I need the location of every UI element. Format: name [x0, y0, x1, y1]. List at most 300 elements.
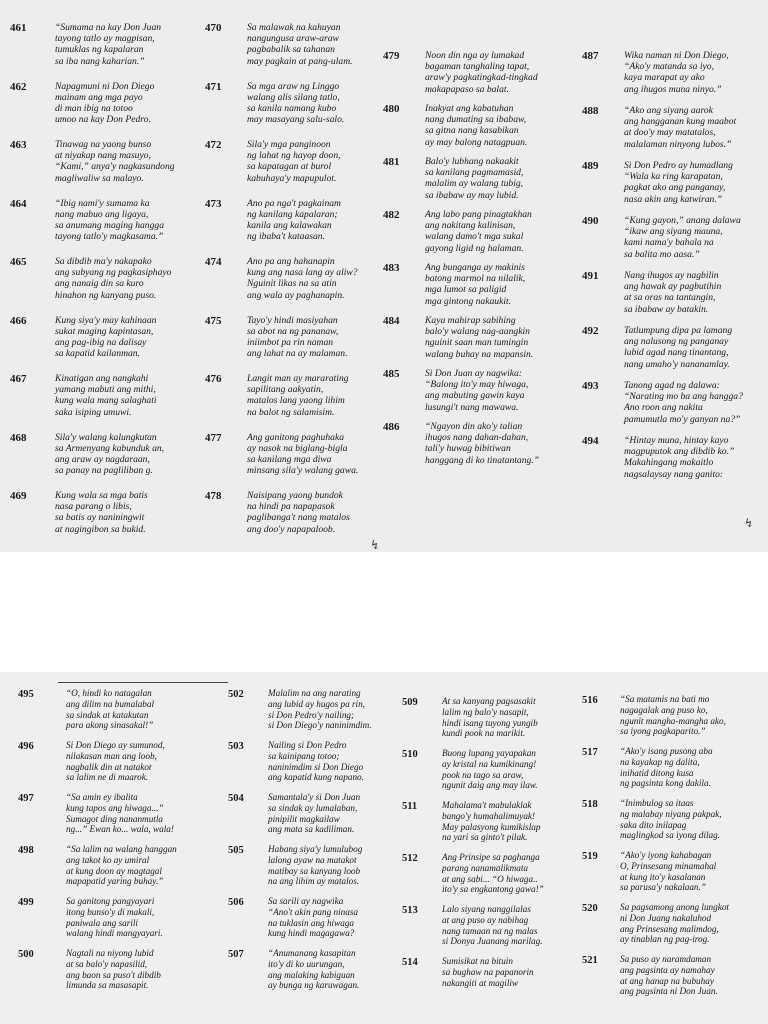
stanza-number: 463 — [10, 139, 27, 151]
verse-line: ng lahat ng hayop doon, — [247, 150, 341, 162]
verse-line: na kayakap ng dalita, — [620, 756, 700, 767]
verse-line: “ikaw ang siyang mauna, — [624, 226, 723, 238]
verse-line: Sa dibdib ma'y nakapako — [55, 256, 152, 267]
verse-line: ay nasok na biglang-bigla — [247, 442, 348, 454]
verse-line: kabuhaya'y mapupulot. — [247, 172, 337, 184]
verse-line: yamang mabuti ang mithi, — [55, 384, 156, 396]
stanza-number: 486 — [383, 421, 400, 433]
verse-line: kundi pook na marikit. — [442, 728, 526, 739]
stanza-number: 493 — [582, 380, 599, 392]
stanza-text — [425, 315, 573, 360]
verse-line: Tayo'y hindi masiyahan — [247, 314, 338, 326]
stanza-text — [247, 432, 385, 477]
stanza-text — [247, 373, 385, 418]
verse-line: Tanong agad ng dalawa: — [624, 380, 720, 391]
verse-line: may masayang salu-salo. — [247, 114, 345, 126]
verse-line: walang buhay na mapansin. — [425, 348, 534, 360]
verse-line: nagbalik din at natakot — [66, 761, 152, 772]
stanza-text — [624, 215, 762, 260]
verse-line: pinipilit magkailaw — [268, 813, 340, 824]
stanza-number: 502 — [228, 689, 244, 700]
verse-line: si Donya Juanang marilag. — [442, 936, 543, 947]
stanza-text — [268, 792, 398, 835]
verse-line: sa iba nang kaharian.” — [55, 55, 145, 67]
verse-line: Si Don Pedro ay humadlang — [624, 160, 733, 171]
verse-line: At sa kanyang pagsasakit — [442, 696, 536, 706]
verse-line: tayong tatlo'y magkasama.” — [55, 231, 164, 243]
verse-line: sa Armenyang kabunduk an, — [55, 442, 165, 454]
stanza-text — [624, 380, 762, 425]
stanza-text — [268, 688, 398, 731]
stanza-number: 482 — [383, 209, 400, 221]
verse-line: pamumutla mo'y ganyan na?” — [624, 413, 741, 425]
verse-line: para akong sinasakal!” — [66, 720, 154, 731]
verse-line: ng ibaba't kataasan. — [247, 231, 326, 243]
stanza-number: 512 — [402, 853, 418, 864]
verse-line: lalim ng balo'y nasapit, — [442, 706, 529, 717]
verse-line: “Anumanang kasapitan — [268, 948, 356, 958]
verse-line: nang dumating sa ibabaw, — [425, 114, 527, 126]
stanza-number: 471 — [205, 80, 222, 93]
verse-line: na balot ng salamisim. — [247, 406, 335, 418]
stanza-number: 474 — [205, 256, 222, 268]
verse-line: ang pag-ibig na dalisay — [55, 336, 147, 348]
verse-line: nangungusa araw-araw — [247, 33, 339, 45]
stanza-number: 479 — [383, 50, 400, 62]
stanza-text — [55, 490, 195, 535]
stanza-text — [442, 852, 582, 895]
verse-line: Nagtali na niyong lubid — [66, 948, 154, 958]
verse-line: mapapatid yaring buhay.” — [66, 876, 164, 887]
verse-line: mga lumot sa paligid — [425, 284, 507, 296]
verse-line: ay tinablan ng pag-irog. — [620, 934, 710, 945]
stanza-number: 500 — [18, 949, 34, 960]
verse-line: “Hintay muna, hintay kayo — [624, 435, 729, 446]
stanza-text — [247, 81, 385, 126]
scanned-page-bottom — [0, 672, 768, 1024]
verse-line: kami nama'y bahala na — [624, 237, 714, 249]
verse-line: walang alis silang tatlo, — [247, 91, 340, 103]
verse-line: mainam ang mga payo — [55, 91, 143, 103]
verse-line: paglibanga't nang matalos — [247, 512, 350, 524]
verse-line: Sumisikat na bituin — [442, 956, 513, 966]
verse-line: “Ano't akin pang ninasa — [268, 906, 359, 917]
stanza-text — [55, 373, 195, 418]
verse-line: tali'y huwag bibitiwan — [425, 443, 511, 455]
verse-line: nagsalaysay nang ganito: — [624, 468, 724, 480]
verse-line: “Ako'y matanda sa iyo, — [624, 61, 714, 73]
verse-line: Kung wala sa mga batis — [55, 490, 148, 501]
stanza-text — [624, 105, 762, 150]
verse-line: iniimbot pa rin naman — [247, 336, 334, 348]
stanza-text — [66, 688, 208, 731]
verse-line: ang ihugos muna ninyo.” — [624, 83, 722, 95]
stanza-number: 494 — [582, 435, 599, 447]
stanza-text — [247, 490, 385, 535]
stanza-text — [425, 103, 573, 148]
stanza-text — [620, 850, 762, 893]
stanza-number: 489 — [582, 160, 599, 172]
stanza-text — [442, 748, 582, 791]
verse-line: ang hangganan kung maabot — [624, 116, 737, 128]
stanza-text — [442, 696, 582, 739]
verse-line: si Don Pedro'y nailing; — [268, 709, 355, 720]
verse-line: “Inimbulog sa itaas — [620, 798, 694, 808]
verse-line: “Kung gayon,” anang dalawa — [624, 215, 741, 226]
verse-line: O, Prinsesang minamahal — [620, 860, 717, 871]
verse-line: sukat maging kapintasan, — [55, 325, 154, 337]
verse-line: Ano roon ang nakita — [624, 402, 703, 414]
verse-line: Lalo siyang nanggilalas — [442, 904, 531, 914]
verse-line: “Ibig nami'y sumama ka — [55, 197, 150, 209]
verse-line: “Wala ka ring karapatan, — [624, 171, 723, 183]
stanza-text — [247, 22, 385, 67]
verse-line: ni Don Juang nakaluhod — [620, 912, 712, 923]
stanza-text — [268, 844, 398, 887]
stanza-text — [66, 740, 208, 783]
verse-line: ang dilim na bumalabal — [66, 698, 155, 709]
verse-line: sa abot na ng pananaw, — [247, 325, 339, 337]
verse-line: Buong lupang yayapakan — [442, 748, 536, 758]
verse-line: ay bunga ng karuwagan. — [268, 980, 360, 991]
stanza-number: 476 — [205, 373, 222, 385]
stanza-number: 461 — [10, 22, 27, 34]
stanza-text — [66, 844, 208, 887]
stanza-text — [620, 798, 762, 841]
verse-line: ay may balong natagpuan. — [425, 136, 528, 148]
stanza-number: 475 — [205, 314, 222, 327]
verse-line: araw'y pagkatingkad-tingkad — [425, 72, 538, 84]
stanza-text — [425, 421, 573, 466]
verse-line: Noon din nga ay lumakad — [425, 50, 525, 61]
verse-line: ang wala ay paghanapin. — [247, 289, 345, 301]
verse-line: na tuklasin ang hiwaga — [268, 917, 355, 928]
verse-line: ang kapatid kung napano. — [268, 772, 364, 783]
stanza-text — [624, 435, 762, 480]
verse-line: Nang ihugos ay nagbilin — [624, 270, 719, 281]
verse-line: sa kanilang mga diwa — [247, 453, 332, 465]
verse-line: sa sindak at katakutan — [66, 709, 149, 720]
verse-line: matibay sa kanyang loob — [268, 865, 361, 876]
verse-line: tayong tatlo ay magpisan, — [55, 33, 155, 45]
verse-line: kaya marapat ay ako — [624, 72, 705, 84]
verse-line: “Sa matamis na bati mo — [620, 694, 710, 704]
verse-line: ang subyang ng pagkasiphayo — [55, 267, 172, 279]
verse-line: ito'y di ko uurungan, — [268, 958, 345, 969]
verse-line: nilakasan man ang loob, — [66, 750, 157, 761]
verse-line: itong bunso'y di makali, — [66, 906, 155, 917]
verse-line: maglingkod sa iyong dilag. — [620, 830, 721, 841]
verse-line: Sumagot ding nananmutla — [66, 813, 163, 824]
stanza-number: 491 — [582, 270, 599, 282]
stanza-number: 488 — [582, 105, 599, 117]
verse-line: limunda sa masasapit. — [66, 980, 149, 991]
stanza-text — [620, 954, 762, 997]
stanza-number: 520 — [582, 903, 598, 914]
stanza-number: 496 — [18, 741, 34, 752]
stanza-number: 507 — [228, 949, 244, 960]
stanza-text — [620, 746, 762, 789]
verse-line: sa lalim ne di maarok. — [66, 772, 149, 783]
verse-line: si Don Diego'y naninimdim. — [268, 720, 372, 731]
verse-line: Sila'y walang kalungkutan — [55, 431, 157, 443]
verse-line: at kung ito'y kasalanan — [620, 871, 706, 882]
verse-line: at nagingibon sa bukid. — [55, 523, 146, 535]
stanza-number: 484 — [383, 315, 400, 327]
verse-line: hanggang di ko tinatantang.” — [425, 454, 540, 466]
verse-line: Samantala'y si Don Juan — [268, 792, 361, 802]
stanza-text — [624, 325, 762, 370]
verse-line: saka dito inilapag — [620, 819, 687, 830]
stanza-number: 504 — [228, 793, 244, 804]
verse-line: at sa oras na tantangin, — [624, 292, 716, 304]
stanza-text — [247, 139, 385, 184]
verse-line: walang hindi mangyayari. — [66, 928, 163, 939]
verse-line: “Sa lalim na walang hanggan — [66, 844, 177, 854]
verse-line: kung wala mang salaghati — [55, 395, 157, 407]
stanza-text — [425, 209, 573, 254]
verse-line: sa iyong pagkaparito.” — [620, 726, 706, 737]
stanza-text — [55, 22, 195, 67]
stanza-text — [66, 792, 208, 835]
verse-line: at ang hanap na bubuhay — [620, 975, 714, 986]
stanza-text — [268, 896, 398, 939]
verse-line: ang lahat na ay malaman. — [247, 348, 348, 360]
verse-line: “Sumama na kay Don Juan — [55, 22, 162, 33]
verse-line: ang hawak ay pagbutihin — [624, 281, 722, 293]
stanza-number: 516 — [582, 695, 598, 706]
stanza-text — [425, 368, 573, 413]
stanza-number: 511 — [402, 801, 418, 812]
stanza-text — [55, 81, 195, 126]
verse-line: “Sa amin ey ibalita — [66, 792, 138, 802]
verse-line: sa panay na pagliliban g. — [55, 465, 153, 477]
stanza-number: 485 — [383, 368, 400, 380]
verse-line: di man ibig na totoo — [55, 102, 133, 114]
stanza-text — [442, 956, 582, 988]
stanza-text — [66, 896, 208, 939]
verse-line: Kung siya'y may kahinaan — [55, 314, 157, 326]
verse-line: ang nakitang kalinisan, — [425, 220, 516, 232]
stanza-number: 514 — [402, 957, 418, 968]
stanza-text — [55, 198, 195, 243]
stanza-number: 478 — [205, 490, 222, 502]
stanza-text — [268, 948, 398, 991]
stanza-text — [425, 50, 573, 95]
verse-line: sa kapatid kailanman. — [55, 348, 141, 360]
verse-line: walang damo't mga sukal — [425, 231, 524, 243]
verse-line: pagkat ako ang panganay, — [624, 182, 726, 194]
stanza-number: 490 — [582, 215, 599, 227]
verse-line: ang pagsinta ay namahay — [620, 964, 715, 975]
verse-line: parang nanamalikmata — [442, 862, 529, 873]
verse-line: kanila ang kalawakan — [247, 219, 332, 231]
verse-line: at sa balo'y napasilid, — [66, 958, 148, 969]
verse-line: bagaman tanghaling tapat, — [425, 61, 530, 73]
verse-line: ang malaking kabiguan — [268, 969, 355, 980]
stanza-text — [55, 315, 195, 360]
verse-line: ang Prinsesang malimdog, — [620, 923, 719, 934]
verse-line: matalos lang yaong lihim — [247, 395, 345, 407]
verse-line: “Ako'y iyong kahabagan — [620, 850, 712, 860]
stanza-number: 464 — [10, 197, 27, 210]
verse-line: na hindi pa napapasok — [247, 501, 335, 513]
verse-line: sapilitang aakyatin, — [247, 384, 324, 396]
verse-line: Langit man ay mararating — [247, 373, 349, 384]
verse-line: kung ang nasa lang ay aliw? — [247, 267, 358, 279]
verse-line: at niyakap nang masuyo, — [55, 150, 151, 162]
verse-line: ihugos nang dahan-dahan, — [425, 432, 529, 444]
stanza-text — [624, 160, 762, 205]
verse-line: ang baon sa puso't dibdib — [66, 969, 161, 980]
verse-line: “Ako'y isang pusong aba — [620, 746, 713, 756]
verse-line: tumuklas ng kapalaran — [55, 44, 144, 56]
verse-line: sa batis ay naniningwit — [55, 512, 145, 524]
verse-line: Balo'y lubhang nakaakit — [425, 156, 519, 167]
verse-line: kung hindi magagawa? — [268, 928, 355, 939]
verse-line: lusungi't nang mawawa. — [425, 401, 519, 413]
verse-line: pagbabalik sa tahanan — [247, 44, 335, 56]
verse-line: sa bughaw na papanorin — [442, 966, 534, 977]
verse-line: ito'y sa engkantong gawa!” — [442, 884, 544, 895]
verse-line: ng kanilang kapalaran; — [247, 208, 338, 220]
stanza-number: 495 — [18, 689, 34, 700]
stanza-number: 477 — [205, 431, 222, 444]
verse-line: sa kainipang totoo; — [268, 750, 340, 761]
stanza-number: 487 — [582, 50, 599, 62]
verse-line: Si Don Diego ay sumunod, — [66, 740, 165, 750]
stanza-text — [247, 198, 385, 243]
verse-line: Makahingang makaitlo — [624, 457, 714, 469]
verse-line: Sa pagsamong anong lungkot — [620, 902, 729, 912]
verse-line: sa sindak ay lumalaban, — [268, 802, 358, 813]
verse-line: hinahon ng kanyang puso. — [55, 289, 157, 301]
verse-line: balo'y walang nag-aangkin — [425, 326, 530, 338]
verse-line: kung tapos ang hiwaga...” — [66, 802, 164, 813]
verse-line: May palasyong kumikislap — [442, 821, 541, 832]
verse-line: malalaman ninyong lubos.” — [624, 138, 732, 150]
verse-line: na ang lihim ay matalos. — [268, 876, 360, 887]
verse-line: “Ngayon din ako'y talian — [425, 421, 523, 432]
stanza-number: 492 — [582, 325, 599, 337]
verse-line: at kung doon ay magtagal — [66, 865, 162, 876]
verse-line: ang nanaig din sa kuro — [55, 278, 144, 290]
verse-line: minsang sila'y walang gawa. — [247, 465, 359, 477]
verse-line: sa ibabaw ay batakin. — [624, 303, 709, 315]
page-top-rule — [58, 682, 228, 683]
verse-line: ang mata sa kadiliman. — [268, 824, 355, 835]
verse-line: hindi isang tuyong yungib — [442, 717, 538, 728]
verse-line: Sila'y mga panginoon — [247, 139, 331, 150]
stanza-number: 505 — [228, 845, 244, 856]
stanza-number: 521 — [582, 955, 598, 966]
verse-line: at ang puso ay nabihag — [442, 914, 529, 925]
verse-line: Kaya mahirap sabihing — [425, 315, 516, 326]
verse-line: ng pagsinta kong dakila. — [620, 778, 711, 789]
verse-line: ang mabuting gawin kaya — [425, 390, 525, 402]
stanza-text — [425, 156, 573, 201]
verse-line: Wika naman ni Don Diego, — [624, 50, 729, 61]
stanza-number: 513 — [402, 905, 418, 916]
verse-line: may pagkain at pang-ulam. — [247, 55, 353, 67]
stanza-text — [268, 740, 398, 783]
stanza-number: 481 — [383, 156, 400, 168]
verse-line: sa anumang maging hangga — [55, 219, 164, 231]
verse-line: paniwala ang sarili — [66, 917, 138, 928]
stanza-number: 498 — [18, 845, 34, 856]
verse-line: nang tamaan na ng malas — [442, 925, 538, 936]
verse-line: malalim ay walang tubig, — [425, 178, 524, 190]
verse-line: Ang bunganga ay makinis — [425, 262, 525, 273]
verse-line: “O, hindi ko natagalan — [66, 688, 152, 698]
verse-line: ngunit mangha-mangha ako, — [620, 715, 726, 726]
stanza-number: 506 — [228, 897, 244, 908]
verse-line: lubid agad nang tinantang, — [624, 347, 729, 359]
verse-line: makapapaso sa balat. — [425, 83, 509, 95]
stanza-text — [247, 315, 385, 360]
stanza-number: 499 — [18, 897, 34, 908]
verse-line: Sa malawak na kahuyan — [247, 22, 341, 33]
stanza-text — [55, 139, 195, 184]
verse-line: magliwaliw sa malayo. — [55, 172, 144, 184]
stanza-text — [425, 262, 573, 307]
verse-line: naninimdim si Don Diego — [268, 761, 364, 772]
verse-line: “Narating mo ba ang hangga? — [624, 391, 743, 403]
stanza-number: 517 — [582, 747, 598, 758]
verse-line: sa gitna nang kasabikan — [425, 125, 519, 137]
verse-line: sa kanila namang kubo — [247, 102, 337, 114]
stanza-number: 518 — [582, 799, 598, 810]
verse-line: Ang ganitong paghuhaka — [247, 431, 344, 443]
verse-line: sa kanilang pagmamasid, — [425, 167, 524, 179]
verse-line: inihatid ditong kusa — [620, 767, 694, 778]
stanza-text — [624, 50, 762, 95]
verse-line: gayong ligid ng halaman. — [425, 242, 524, 254]
verse-line: sa balita mo aasa.” — [624, 248, 700, 260]
verse-line: nasa parang o libis, — [55, 501, 132, 513]
stanza-text — [247, 256, 385, 301]
verse-line: at doo'y may matatalos, — [624, 127, 716, 139]
verse-line: Sa mga araw ng Linggo — [247, 80, 340, 92]
verse-line: ang takot ko ay umiral — [66, 854, 150, 865]
verse-line: Ang labo pang pinagtakhan — [425, 209, 532, 220]
stanza-number: 472 — [205, 139, 222, 151]
verse-line: na yari sa ginto't pilak. — [442, 832, 528, 843]
verse-line: sa ibabaw ay may lubid. — [425, 189, 519, 201]
verse-line: at ang sabi... “O hiwaga.. — [442, 873, 538, 884]
verse-line: Sa puso ay naramdaman — [620, 954, 712, 964]
stanza-text — [442, 904, 582, 947]
stanza-text — [624, 270, 762, 315]
verse-line: Ang Prinsipe sa paghanga — [442, 852, 540, 862]
verse-line: Ano pa nga't pagkainam — [247, 197, 341, 209]
verse-line: nang mabuo ang ligaya, — [55, 208, 149, 220]
verse-line: Sa ganitong pangyayari — [66, 896, 155, 906]
verse-line: Tinawag na yaong bunso — [55, 139, 152, 150]
stanza-number: 483 — [383, 262, 400, 274]
verse-line: sa parusa'y nakalaan.” — [620, 882, 706, 893]
stanza-number: 510 — [402, 749, 418, 760]
verse-line: “Balong ito'y may hiwaga, — [425, 379, 529, 391]
verse-line: ang nalusong ng panganay — [624, 336, 729, 348]
verse-line: Napagmuni ni Don Diego — [55, 80, 155, 92]
verse-line: mga gintong nakaukit. — [425, 295, 512, 307]
verse-line: nakangiti at magiliw — [442, 977, 519, 988]
stanza-number: 473 — [205, 197, 222, 210]
verse-line: pook na tago sa araw, — [442, 769, 524, 780]
stanza-number: 469 — [10, 490, 27, 502]
verse-line: Nguinit likas na sa atin — [247, 278, 337, 290]
